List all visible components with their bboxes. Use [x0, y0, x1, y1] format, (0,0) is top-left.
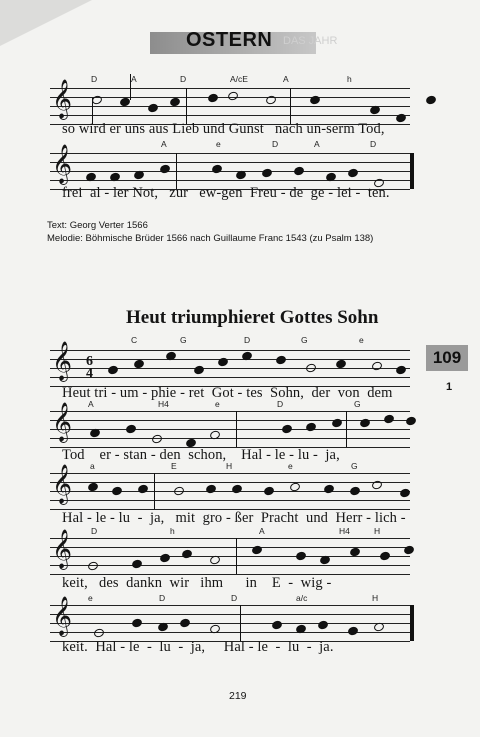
chord: e — [88, 593, 93, 603]
bleed-through-header: DAS JAHR — [283, 35, 338, 47]
treble-clef-icon: 𝄞 — [52, 81, 73, 118]
verse-number: 1 — [446, 381, 453, 393]
section-title: OSTERN — [186, 29, 273, 51]
lyrics-line: Hal - le - lu - ja, mit gro - ßer Pracht und Herr - lich - — [62, 510, 406, 526]
chord: H4 — [339, 526, 350, 536]
chord: D — [244, 335, 251, 345]
chord: A — [131, 74, 137, 84]
chord: D — [91, 74, 98, 84]
chord: G — [351, 461, 358, 471]
chord: H — [372, 593, 379, 603]
treble-clef-icon: 𝄞 — [52, 343, 73, 380]
lyrics-line: so wird er uns aus Lieb und Gunst nach un-serm Tod, — [62, 121, 385, 137]
chord: A — [161, 139, 167, 149]
treble-clef-icon: 𝄞 — [52, 146, 73, 183]
text-credit: Text: Georg Verter 1566 — [47, 220, 148, 231]
chord: E — [171, 461, 177, 471]
chord: A/cE — [230, 74, 248, 84]
treble-clef-icon: 𝄞 — [52, 466, 73, 503]
chord: G — [180, 335, 187, 345]
chord: h — [347, 74, 352, 84]
chord: a/c — [296, 593, 308, 603]
chord: A — [259, 526, 265, 536]
lyrics-line: keit, des dankn wir ihm in E - wig - — [62, 575, 332, 591]
chord: e — [216, 139, 221, 149]
melody-credit: Melodie: Böhmische Brüder 1566 nach Guillaume Franc 1543 (zu Psalm 138) — [47, 233, 374, 244]
chord: D — [180, 74, 187, 84]
chord: e — [215, 399, 220, 409]
chord: e — [288, 461, 293, 471]
chord: A — [314, 139, 320, 149]
song-title: Heut triumphieret Gottes Sohn — [126, 307, 379, 328]
chord: D — [370, 139, 377, 149]
lyrics-line: Heut tri - um - phie - ret Got - tes Sohn, der von dem — [62, 385, 393, 401]
time-signature: 6 4 — [86, 354, 93, 381]
treble-clef-icon: 𝄞 — [52, 598, 73, 635]
chord: G — [354, 399, 361, 409]
chord: A — [283, 74, 289, 84]
chord: C — [131, 335, 138, 345]
chord: e — [359, 335, 364, 345]
chord: H4 — [158, 399, 169, 409]
chord: D — [277, 399, 284, 409]
chord: D — [272, 139, 279, 149]
song-number-tab: 109 — [426, 345, 468, 371]
chord: a — [90, 461, 95, 471]
treble-clef-icon: 𝄞 — [52, 531, 73, 568]
lyrics-line: keit. Hal - le - lu - ja, Hal - le - lu - ja. — [62, 639, 334, 655]
chord: H — [374, 526, 381, 536]
chord: H — [226, 461, 233, 471]
chord: h — [170, 526, 175, 536]
chord: D — [91, 526, 98, 536]
lyrics-line: frei al - ler Not, zur ew-gen Freu - de ge - lei - ten. — [62, 185, 390, 201]
page-number: 219 — [229, 690, 247, 702]
lyrics-line: Tod er - stan - den schon, Hal - le - lu - ja, — [62, 447, 340, 463]
chord: G — [301, 335, 308, 345]
page-fold — [0, 0, 92, 46]
chord: D — [231, 593, 238, 603]
chord: D — [159, 593, 166, 603]
chord: A — [88, 399, 94, 409]
treble-clef-icon: 𝄞 — [52, 404, 73, 441]
